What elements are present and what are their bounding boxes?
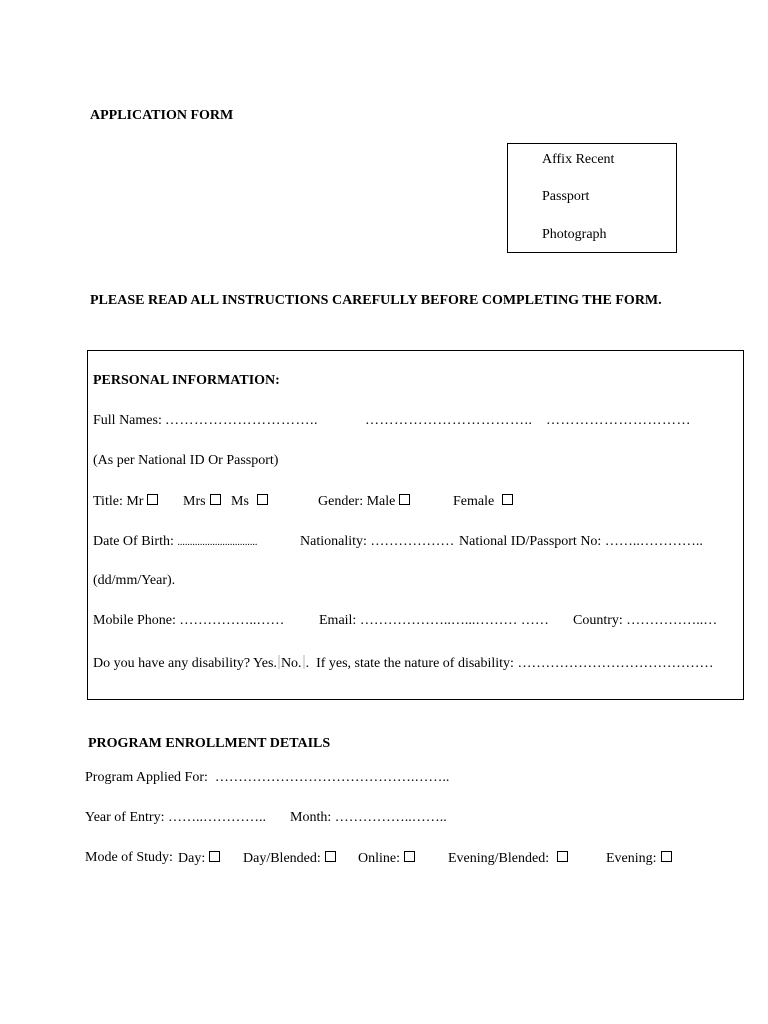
program-applied-label: Program Applied For: <box>85 770 208 785</box>
title-ms-label: Ms <box>231 494 249 509</box>
mode-day-label: Day: <box>178 851 206 866</box>
mode-day-option <box>178 851 220 866</box>
mobile-phone-field[interactable]: Mobile Phone: ……………..…… <box>93 613 285 628</box>
full-names-label: Full Names: <box>93 413 162 428</box>
mode-day-checkbox[interactable] <box>209 851 220 862</box>
gender-female-option <box>453 494 513 509</box>
gender-male-label: Gender: Male <box>318 494 396 509</box>
title-mrs-label: Mrs <box>183 494 206 509</box>
personal-heading: PERSONAL INFORMATION: <box>93 373 280 388</box>
title-ms-option <box>231 494 268 509</box>
photo-box-line-1: Affix Recent <box>542 152 615 167</box>
email-field[interactable]: Email: ………………..…...……… …… <box>319 613 549 628</box>
program-heading: PROGRAM ENROLLMENT DETAILS <box>88 736 331 751</box>
mode-day-blended-option <box>243 851 336 866</box>
program-applied-row <box>85 771 449 785</box>
dob-row <box>93 535 257 549</box>
nationality-field[interactable]: Nationality: ……………… <box>300 534 455 549</box>
first-name-field[interactable]: ………………………….. <box>165 413 318 428</box>
yes-marker[interactable] <box>278 655 280 669</box>
disability-nature-field[interactable]: If yes, state the nature of disability: …………………………………… <box>316 656 714 671</box>
middle-name-field[interactable]: …………………………….. <box>365 413 533 428</box>
disability-question: Do you have any disability? Yes. <box>93 656 277 671</box>
disability-end: . <box>305 656 310 671</box>
id-note: (As per National ID Or Passport) <box>93 453 279 468</box>
dob-label: Date Of Birth: <box>93 534 174 549</box>
gender-female-checkbox[interactable] <box>502 494 513 505</box>
mode-of-study-label: Mode of Study: <box>85 850 173 865</box>
national-id-field[interactable]: National ID/Passport No: ……..………….. <box>459 534 703 549</box>
mode-evening-option <box>606 851 672 866</box>
mode-evening-label: Evening: <box>606 851 657 866</box>
mode-evening-blended-checkbox[interactable] <box>557 851 568 862</box>
mode-evening-blended-label: Evening/Blended: <box>448 851 550 866</box>
year-of-entry-field[interactable]: Year of Entry: ……..………….. <box>85 810 266 825</box>
dob-field[interactable]: ................................ <box>177 537 258 548</box>
photo-box-line-2: Passport <box>542 189 590 204</box>
personal-information-section <box>87 350 744 700</box>
title-mrs-checkbox[interactable] <box>210 494 221 505</box>
dob-format-note: (dd/mm/Year). <box>93 573 176 588</box>
mode-online-checkbox[interactable] <box>404 851 415 862</box>
title-mrs-option <box>183 494 221 509</box>
mode-evening-checkbox[interactable] <box>661 851 672 862</box>
mode-online-option <box>358 851 415 866</box>
last-name-field[interactable]: ………………………… <box>546 413 691 428</box>
country-field[interactable]: Country: ……………..… <box>573 613 718 628</box>
month-field[interactable]: Month: ……………..…….. <box>290 810 447 825</box>
program-applied-field[interactable]: …………………………………….…….. <box>214 770 450 785</box>
photo-box-line-3: Photograph <box>542 227 607 242</box>
disability-no-label: No. <box>280 656 302 671</box>
gender-male-option <box>318 494 410 509</box>
instructions-text: PLEASE READ ALL INSTRUCTIONS CAREFULLY BEFORE COMPLETING THE FORM. <box>90 293 662 308</box>
title-ms-checkbox[interactable] <box>257 494 268 505</box>
form-title: APPLICATION FORM <box>90 108 234 123</box>
title-row <box>93 494 158 509</box>
photo-placeholder-box <box>507 143 677 253</box>
mode-online-label: Online: <box>358 851 400 866</box>
gender-female-label: Female <box>453 494 495 509</box>
disability-row <box>93 655 713 671</box>
mode-day-blended-label: Day/Blended: <box>243 851 321 866</box>
title-mr-label: Title: Mr <box>93 494 144 509</box>
no-marker[interactable] <box>303 655 305 669</box>
mode-day-blended-checkbox[interactable] <box>325 851 336 862</box>
gender-male-checkbox[interactable] <box>399 494 410 505</box>
mode-evening-blended-option <box>448 851 568 866</box>
title-mr-checkbox[interactable] <box>147 494 158 505</box>
